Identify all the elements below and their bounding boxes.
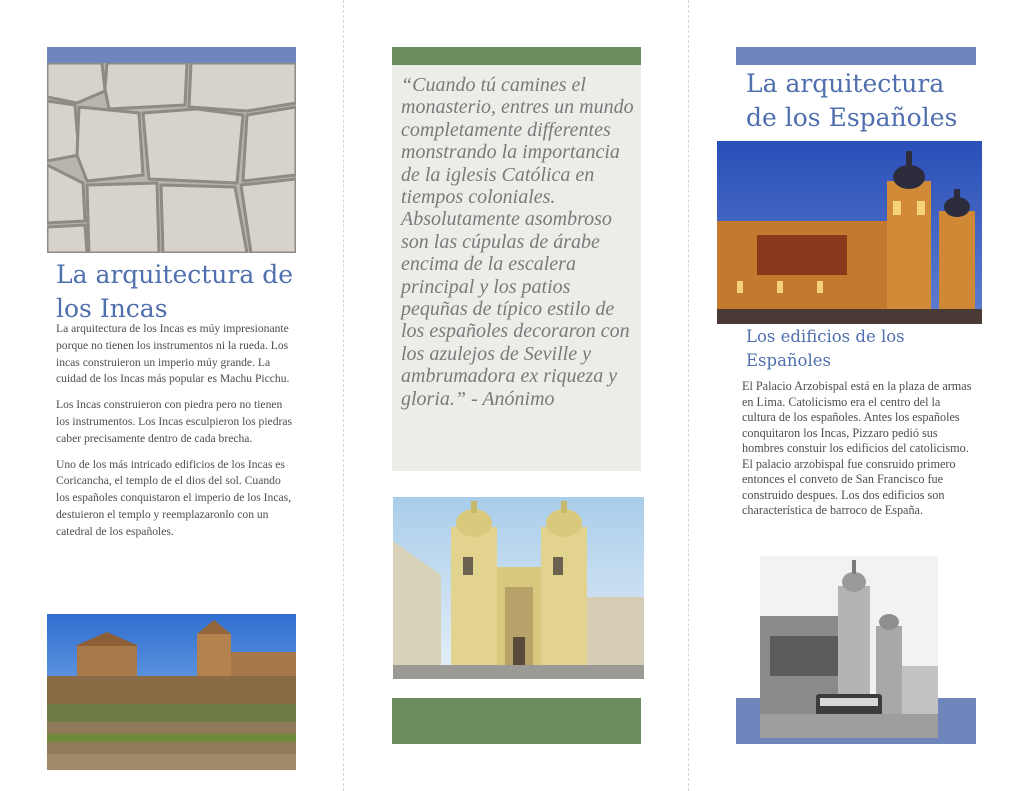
coricancha-photo <box>47 614 296 770</box>
incas-paragraph: Uno de los más intricado edificios de los Incas es Coricancha, el templo de el dios del sol. Cuando los españoles conquistaron el imperio de los Incas, destuieron el templo y reemplazaronlo con un catedral de los españoles. <box>56 457 292 538</box>
fold-line-right <box>688 0 689 791</box>
incas-paragraph: La arquitectura de los Incas es múy impresionante porque no tienen los instrumentos ni la rueda. Los incas construieron un imperio múy grande. La cuidad de los Incas más popular es Machu Picchu. <box>56 322 290 386</box>
incas-heading: La arquitectura de los Incas <box>56 260 293 323</box>
incas-paragraph: Los Incas construieron con piedra pero no tienen los instrumentos. Los Incas esculpieron los piedras caber precisamente dentro de cada brecha. <box>56 398 293 445</box>
middle-bottom-accent-bar <box>392 698 641 744</box>
edificios-subheading: Los edificios de los Españoles <box>746 327 905 370</box>
right-top-accent-bar <box>736 47 976 65</box>
middle-top-accent-bar <box>392 47 641 65</box>
san-francisco-monastery-photo <box>393 497 644 679</box>
incas-body <box>56 321 294 550</box>
pull-quote: “Cuando tú camines el monasterio, entres un mundo completamente differentes monstrando la importancia de la iglesis Católica en tiempos coloniales. Absolutamente asombroso son las cúpulas de árabe encima de la escalera principal y los patios pequñas de típico estilo de los españoles decoraron con los azulejos de Seville y ambrumadora ex riqueza y gloria.” - Anónimo <box>401 74 634 410</box>
espanoles-paragraph: El Palacio Arzobispal está en la plaza de armas en Lima. Catolicismo era el centro del la cultura de los españoles. Antes los españoles conquitaron los Incas, Pizzaro pedió sus hombres constuir los edificios del catolicismo. El palacio arzobispal fue consruido primero entonces el conveto de San Francisco fue construido despues. Los dos edificios son characterística de barroco de España. <box>742 379 972 517</box>
palacio-arzobispal-bw-photo <box>760 556 938 738</box>
espanoles-heading: La arquitectura de los Españoles <box>746 69 958 132</box>
inca-stone-wall-photo <box>47 63 296 253</box>
lima-cathedral-night-photo <box>717 141 982 324</box>
espanoles-body <box>742 379 976 528</box>
fold-line-left <box>343 0 344 791</box>
left-top-accent-bar <box>47 47 296 63</box>
